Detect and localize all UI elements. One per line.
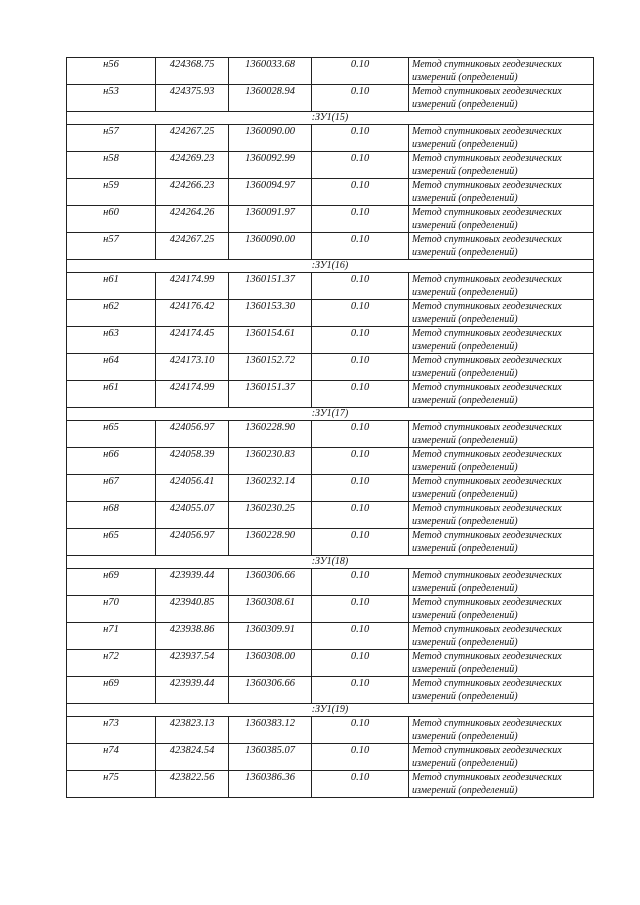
section-header-row xyxy=(67,112,594,125)
method-line-2: измерений (определений) xyxy=(412,785,518,796)
x-coordinate-cell: 424368.75 xyxy=(156,58,229,85)
table-row xyxy=(67,744,594,771)
method-cell xyxy=(409,381,594,408)
method-line-1: Метод спутниковых геодезических xyxy=(412,234,562,245)
error-cell: 0.10 xyxy=(312,300,409,327)
table-row xyxy=(67,300,594,327)
method-line-2: измерений (определений) xyxy=(412,247,518,258)
y-coordinate-cell: 1360028.94 xyxy=(229,85,312,112)
method-cell xyxy=(409,300,594,327)
y-coordinate-cell: 1360094.97 xyxy=(229,179,312,206)
x-coordinate-cell: 424375.93 xyxy=(156,85,229,112)
section-label: :ЗУ1(19) xyxy=(67,704,594,717)
section-header-row xyxy=(67,260,594,273)
method-line-2: измерений (определений) xyxy=(412,691,518,702)
error-cell: 0.10 xyxy=(312,677,409,704)
x-coordinate-cell: 424269.23 xyxy=(156,152,229,179)
point-name-cell: н53 xyxy=(67,85,156,112)
method-line-2: измерений (определений) xyxy=(412,664,518,675)
x-coordinate-cell: 424055.07 xyxy=(156,502,229,529)
error-cell: 0.10 xyxy=(312,381,409,408)
method-line-2: измерений (определений) xyxy=(412,758,518,769)
point-name-cell: н66 xyxy=(67,448,156,475)
point-name-cell: н72 xyxy=(67,650,156,677)
section-label: :ЗУ1(15) xyxy=(67,112,594,125)
x-coordinate-cell: 424174.99 xyxy=(156,273,229,300)
method-line-1: Метод спутниковых геодезических xyxy=(412,570,562,581)
point-name-cell: н67 xyxy=(67,475,156,502)
method-cell xyxy=(409,529,594,556)
table-row xyxy=(67,273,594,300)
method-cell xyxy=(409,125,594,152)
x-coordinate-cell: 424056.97 xyxy=(156,529,229,556)
method-line-1: Метод спутниковых геодезических xyxy=(412,597,562,608)
x-coordinate-cell: 424266.23 xyxy=(156,179,229,206)
section-label: :ЗУ1(18) xyxy=(67,556,594,569)
x-coordinate-cell: 423939.44 xyxy=(156,569,229,596)
y-coordinate-cell: 1360230.25 xyxy=(229,502,312,529)
method-cell xyxy=(409,502,594,529)
point-name-cell: н57 xyxy=(67,125,156,152)
error-cell: 0.10 xyxy=(312,502,409,529)
error-cell: 0.10 xyxy=(312,744,409,771)
method-line-2: измерений (определений) xyxy=(412,610,518,621)
method-line-1: Метод спутниковых геодезических xyxy=(412,422,562,433)
y-coordinate-cell: 1360033.68 xyxy=(229,58,312,85)
table-row xyxy=(67,717,594,744)
x-coordinate-cell: 423824.54 xyxy=(156,744,229,771)
method-cell xyxy=(409,233,594,260)
y-coordinate-cell: 1360383.12 xyxy=(229,717,312,744)
method-line-2: измерений (определений) xyxy=(412,731,518,742)
method-line-1: Метод спутниковых геодезических xyxy=(412,180,562,191)
y-coordinate-cell: 1360306.66 xyxy=(229,569,312,596)
y-coordinate-cell: 1360230.83 xyxy=(229,448,312,475)
method-cell xyxy=(409,623,594,650)
y-coordinate-cell: 1360152.72 xyxy=(229,354,312,381)
method-line-2: измерений (определений) xyxy=(412,637,518,648)
error-cell: 0.10 xyxy=(312,152,409,179)
error-cell: 0.10 xyxy=(312,650,409,677)
x-coordinate-cell: 424267.25 xyxy=(156,233,229,260)
method-line-2: измерений (определений) xyxy=(412,368,518,379)
y-coordinate-cell: 1360385.07 xyxy=(229,744,312,771)
x-coordinate-cell: 423939.44 xyxy=(156,677,229,704)
x-coordinate-cell: 424058.39 xyxy=(156,448,229,475)
method-line-1: Метод спутниковых геодезических xyxy=(412,301,562,312)
method-line-2: измерений (определений) xyxy=(412,435,518,446)
method-cell xyxy=(409,650,594,677)
x-coordinate-cell: 424174.45 xyxy=(156,327,229,354)
section-header-row xyxy=(67,556,594,569)
error-cell: 0.10 xyxy=(312,448,409,475)
method-line-1: Метод спутниковых геодезических xyxy=(412,745,562,756)
method-line-1: Метод спутниковых геодезических xyxy=(412,59,562,70)
point-name-cell: н75 xyxy=(67,771,156,798)
method-line-1: Метод спутниковых геодезических xyxy=(412,476,562,487)
point-name-cell: н69 xyxy=(67,677,156,704)
coordinates-table-body xyxy=(67,58,594,798)
point-name-cell: н63 xyxy=(67,327,156,354)
point-name-cell: н56 xyxy=(67,58,156,85)
y-coordinate-cell: 1360151.37 xyxy=(229,381,312,408)
y-coordinate-cell: 1360306.66 xyxy=(229,677,312,704)
method-line-1: Метод спутниковых геодезических xyxy=(412,153,562,164)
method-line-1: Метод спутниковых геодезических xyxy=(412,678,562,689)
method-line-1: Метод спутниковых геодезических xyxy=(412,274,562,285)
method-cell xyxy=(409,771,594,798)
x-coordinate-cell: 423940.85 xyxy=(156,596,229,623)
x-coordinate-cell: 424174.99 xyxy=(156,381,229,408)
y-coordinate-cell: 1360090.00 xyxy=(229,233,312,260)
x-coordinate-cell: 423822.56 xyxy=(156,771,229,798)
table-row xyxy=(67,677,594,704)
method-line-1: Метод спутниковых геодезических xyxy=(412,449,562,460)
table-row xyxy=(67,179,594,206)
y-coordinate-cell: 1360092.99 xyxy=(229,152,312,179)
point-name-cell: н59 xyxy=(67,179,156,206)
y-coordinate-cell: 1360228.90 xyxy=(229,421,312,448)
method-line-1: Метод спутниковых геодезических xyxy=(412,530,562,541)
table-row xyxy=(67,569,594,596)
method-cell xyxy=(409,717,594,744)
x-coordinate-cell: 424173.10 xyxy=(156,354,229,381)
method-cell xyxy=(409,475,594,502)
table-row xyxy=(67,125,594,152)
y-coordinate-cell: 1360308.61 xyxy=(229,596,312,623)
method-line-1: Метод спутниковых геодезических xyxy=(412,328,562,339)
method-cell xyxy=(409,354,594,381)
error-cell: 0.10 xyxy=(312,623,409,650)
method-cell xyxy=(409,152,594,179)
method-line-2: измерений (определений) xyxy=(412,72,518,83)
y-coordinate-cell: 1360308.00 xyxy=(229,650,312,677)
table-row xyxy=(67,233,594,260)
method-cell xyxy=(409,677,594,704)
method-cell xyxy=(409,448,594,475)
point-name-cell: н65 xyxy=(67,421,156,448)
x-coordinate-cell: 424264.26 xyxy=(156,206,229,233)
table-row xyxy=(67,354,594,381)
table-row xyxy=(67,529,594,556)
section-label: :ЗУ1(17) xyxy=(67,408,594,421)
method-line-2: измерений (определений) xyxy=(412,516,518,527)
x-coordinate-cell: 423938.86 xyxy=(156,623,229,650)
method-line-1: Метод спутниковых геодезических xyxy=(412,207,562,218)
method-cell xyxy=(409,327,594,354)
error-cell: 0.10 xyxy=(312,569,409,596)
method-cell xyxy=(409,179,594,206)
point-name-cell: н69 xyxy=(67,569,156,596)
error-cell: 0.10 xyxy=(312,125,409,152)
error-cell: 0.10 xyxy=(312,529,409,556)
method-line-1: Метод спутниковых геодезических xyxy=(412,503,562,514)
y-coordinate-cell: 1360309.91 xyxy=(229,623,312,650)
table-row xyxy=(67,421,594,448)
error-cell: 0.10 xyxy=(312,179,409,206)
y-coordinate-cell: 1360386.36 xyxy=(229,771,312,798)
point-name-cell: н57 xyxy=(67,233,156,260)
method-line-1: Метод спутниковых геодезических xyxy=(412,651,562,662)
table-row xyxy=(67,85,594,112)
method-cell xyxy=(409,744,594,771)
method-cell xyxy=(409,206,594,233)
point-name-cell: н73 xyxy=(67,717,156,744)
point-name-cell: н61 xyxy=(67,381,156,408)
error-cell: 0.10 xyxy=(312,596,409,623)
point-name-cell: н61 xyxy=(67,273,156,300)
table-row xyxy=(67,475,594,502)
point-name-cell: н68 xyxy=(67,502,156,529)
method-line-1: Метод спутниковых геодезических xyxy=(412,718,562,729)
table-row xyxy=(67,206,594,233)
method-cell xyxy=(409,421,594,448)
method-line-2: измерений (определений) xyxy=(412,220,518,231)
method-line-2: измерений (определений) xyxy=(412,583,518,594)
table-row xyxy=(67,58,594,85)
table-row xyxy=(67,771,594,798)
error-cell: 0.10 xyxy=(312,233,409,260)
method-line-1: Метод спутниковых геодезических xyxy=(412,126,562,137)
table-row xyxy=(67,152,594,179)
error-cell: 0.10 xyxy=(312,717,409,744)
error-cell: 0.10 xyxy=(312,206,409,233)
section-header-row xyxy=(67,408,594,421)
point-name-cell: н65 xyxy=(67,529,156,556)
error-cell: 0.10 xyxy=(312,58,409,85)
table-row xyxy=(67,327,594,354)
table-row xyxy=(67,623,594,650)
error-cell: 0.10 xyxy=(312,421,409,448)
x-coordinate-cell: 424056.41 xyxy=(156,475,229,502)
error-cell: 0.10 xyxy=(312,85,409,112)
table-row xyxy=(67,502,594,529)
method-line-2: измерений (определений) xyxy=(412,341,518,352)
error-cell: 0.10 xyxy=(312,475,409,502)
x-coordinate-cell: 424267.25 xyxy=(156,125,229,152)
method-cell xyxy=(409,273,594,300)
point-name-cell: н60 xyxy=(67,206,156,233)
method-line-2: измерений (определений) xyxy=(412,287,518,298)
error-cell: 0.10 xyxy=(312,327,409,354)
point-name-cell: н70 xyxy=(67,596,156,623)
method-line-2: измерений (определений) xyxy=(412,395,518,406)
method-line-1: Метод спутниковых геодезических xyxy=(412,86,562,97)
y-coordinate-cell: 1360154.61 xyxy=(229,327,312,354)
x-coordinate-cell: 423937.54 xyxy=(156,650,229,677)
method-line-2: измерений (определений) xyxy=(412,193,518,204)
table-row xyxy=(67,650,594,677)
method-line-2: измерений (определений) xyxy=(412,99,518,110)
method-line-2: измерений (определений) xyxy=(412,543,518,554)
method-line-1: Метод спутниковых геодезических xyxy=(412,624,562,635)
method-line-2: измерений (определений) xyxy=(412,314,518,325)
method-cell xyxy=(409,85,594,112)
method-cell xyxy=(409,569,594,596)
point-name-cell: н58 xyxy=(67,152,156,179)
point-name-cell: н74 xyxy=(67,744,156,771)
method-line-2: измерений (определений) xyxy=(412,166,518,177)
table-row xyxy=(67,381,594,408)
point-name-cell: н62 xyxy=(67,300,156,327)
y-coordinate-cell: 1360151.37 xyxy=(229,273,312,300)
coordinates-table xyxy=(66,57,594,798)
y-coordinate-cell: 1360232.14 xyxy=(229,475,312,502)
x-coordinate-cell: 423823.13 xyxy=(156,717,229,744)
method-cell xyxy=(409,596,594,623)
section-header-row xyxy=(67,704,594,717)
point-name-cell: н64 xyxy=(67,354,156,381)
x-coordinate-cell: 424176.42 xyxy=(156,300,229,327)
method-line-1: Метод спутниковых геодезических xyxy=(412,355,562,366)
y-coordinate-cell: 1360091.97 xyxy=(229,206,312,233)
error-cell: 0.10 xyxy=(312,354,409,381)
y-coordinate-cell: 1360153.30 xyxy=(229,300,312,327)
method-line-1: Метод спутниковых геодезических xyxy=(412,382,562,393)
point-name-cell: н71 xyxy=(67,623,156,650)
method-cell xyxy=(409,58,594,85)
method-line-2: измерений (определений) xyxy=(412,139,518,150)
y-coordinate-cell: 1360090.00 xyxy=(229,125,312,152)
table-row xyxy=(67,448,594,475)
y-coordinate-cell: 1360228.90 xyxy=(229,529,312,556)
method-line-2: измерений (определений) xyxy=(412,462,518,473)
method-line-1: Метод спутниковых геодезических xyxy=(412,772,562,783)
x-coordinate-cell: 424056.97 xyxy=(156,421,229,448)
method-line-2: измерений (определений) xyxy=(412,489,518,500)
error-cell: 0.10 xyxy=(312,273,409,300)
section-label: :ЗУ1(16) xyxy=(67,260,594,273)
error-cell: 0.10 xyxy=(312,771,409,798)
table-row xyxy=(67,596,594,623)
